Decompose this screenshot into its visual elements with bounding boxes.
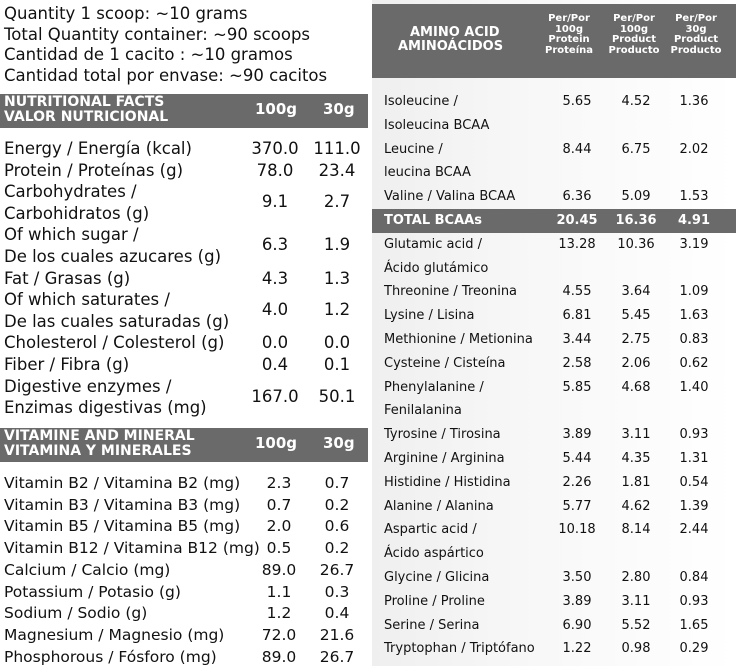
amino-value-per-30g-product: 1.40: [679, 379, 709, 395]
quantity-line: Cantidad de 1 cacito : ~10 gramos: [4, 45, 293, 64]
amino-header-col-product-100g: [608, 14, 660, 56]
vitamin-value-100g: 89.0: [261, 647, 297, 666]
amino-row: [372, 185, 736, 209]
nutrition-value-100g: 6.3: [261, 235, 289, 255]
nutrition-row: [4, 376, 372, 419]
vitamin-row: [4, 538, 372, 560]
total-bcaa-row: [372, 209, 736, 233]
amino-value-per-30g-product: 1.31: [679, 450, 709, 466]
amino-value-per-100g-protein: 3.44: [562, 331, 592, 347]
nutrition-value-30g: 0.1: [323, 354, 351, 374]
amino-name: Threonine / Treonina: [384, 284, 518, 300]
amino-name: Cysteine / Cisteína: [384, 355, 506, 371]
amino-value-per-30g-product: 1.39: [679, 498, 709, 514]
vitamins-header-line2: VITAMINA Y MINERALES: [4, 442, 192, 459]
nutrition-header-col-100g: 100g: [255, 100, 298, 118]
amino-row: [372, 637, 736, 661]
nutrition-value-30g: 1.3: [323, 268, 351, 288]
amino-name: Proline / Proline: [384, 593, 485, 609]
nutrition-value-30g: 23.4: [318, 160, 356, 180]
nutrition-row: [4, 354, 372, 376]
vitamin-value-30g: 26.7: [319, 647, 355, 666]
amino-header-col-text: 100g: [619, 23, 649, 35]
nutrition-row: [4, 224, 372, 267]
vitamin-label: Vitamin B3 / Vitamina B3 (mg): [4, 495, 241, 514]
amino-value-per-100g-product: 4.52: [621, 94, 651, 109]
amino-value-per-100g-product: 1.81: [621, 474, 651, 490]
amino-name-spanish: Fenilalanina: [384, 403, 462, 419]
nutrition-row: [4, 268, 372, 290]
amino-value-per-100g-protein: 10.18: [558, 522, 596, 538]
vitamin-value-30g: 0.4: [324, 604, 350, 623]
vitamin-value-100g: 2.3: [266, 474, 292, 492]
amino-name: Leucine /: [384, 141, 443, 157]
nutrition-label: Fat / Grasas (g): [4, 268, 131, 288]
nutrition-row: [4, 160, 372, 182]
amino-value-per-30g-product: 0.93: [679, 593, 709, 609]
amino-value-per-100g-protein: 5.44: [562, 450, 592, 466]
amino-name: Histidine / Histidina: [384, 474, 511, 490]
vitamin-label: Phosphorous / Fósforo (mg): [4, 647, 217, 666]
amino-header-col-text: Producto: [608, 44, 660, 56]
vitamin-value-100g: 2.0: [266, 517, 292, 536]
amino-header-col-product-30g: [670, 14, 722, 56]
vitamin-row: [4, 560, 372, 582]
vitamin-label: Vitamin B2 / Vitamina B2 (mg): [4, 474, 241, 492]
amino-value-per-30g-product: 1.53: [679, 189, 709, 205]
vitamin-row: [4, 625, 372, 647]
amino-row: [372, 614, 736, 638]
amino-value-per-100g-product: 5.45: [621, 308, 651, 324]
amino-value-per-30g-product: 1.65: [679, 617, 709, 633]
amino-header-col-text: Product: [673, 34, 719, 45]
amino-value-per-100g-product: 5.52: [621, 617, 651, 633]
vitamin-row: [4, 582, 372, 604]
amino-value-per-100g-product: 2.06: [621, 355, 651, 371]
amino-value-per-100g-product: 4.68: [621, 379, 651, 395]
amino-value-per-30g-product: 0.83: [679, 331, 709, 347]
vitamin-value-100g: 1.1: [266, 582, 292, 601]
amino-name: Isoleucine /: [384, 94, 458, 109]
quantity-line: Total Quantity container: ~90 scoops: [4, 24, 311, 44]
amino-row: [372, 566, 736, 590]
amino-value-per-100g-product: 4.35: [621, 450, 651, 466]
vitamins-header: [0, 428, 368, 462]
nutrition-header-line1: NUTRITIONAL FACTS: [4, 94, 165, 110]
amino-value-per-30g-product: 0.54: [679, 474, 709, 490]
amino-value-per-30g-product: 4.91: [677, 212, 711, 228]
vitamin-label: Vitamin B5 / Vitamina B5 (mg): [4, 517, 241, 536]
amino-value-per-100g-protein: 6.81: [562, 308, 592, 324]
nutrition-label: Protein / Proteínas (g): [4, 160, 184, 180]
nutrition-label: Cholesterol / Colesterol (g): [4, 333, 225, 353]
vitamin-value-100g: 0.5: [266, 539, 292, 558]
amino-value-per-100g-product: 2.75: [621, 331, 651, 347]
nutrition-label: Digestive enzymes /: [4, 376, 172, 396]
vitamin-row: [4, 495, 372, 517]
vitamin-label: Vitamin B12 / Vitamina B12 (mg): [4, 539, 260, 558]
amino-name: Alanine / Alanina: [384, 498, 494, 514]
amino-row: [372, 328, 736, 352]
amino-value-per-100g-protein: 6.90: [562, 617, 592, 633]
nutrition-label: Of which sugar /: [4, 225, 139, 245]
amino-value-per-30g-product: 2.02: [679, 141, 709, 157]
amino-value-per-100g-protein: 3.50: [562, 569, 592, 585]
nutrition-value-100g: 78.0: [256, 160, 294, 180]
amino-name: Valine / Valina BCAA: [384, 189, 516, 205]
amino-value-per-100g-protein: 13.28: [558, 236, 596, 252]
amino-value-per-100g-protein: 5.77: [562, 498, 592, 514]
vitamin-value-100g: 0.7: [266, 495, 292, 514]
amino-name: Serine / Serina: [384, 617, 480, 633]
amino-value-per-100g-protein: 3.89: [562, 427, 592, 443]
amino-row: [372, 518, 736, 566]
amino-value-per-100g-protein: 1.22: [562, 641, 592, 657]
amino-value-per-100g-protein: 8.44: [562, 141, 592, 157]
amino-header-col-text: Proteína: [545, 44, 593, 56]
amino-header-title: [398, 26, 503, 54]
vitamin-value-30g: 0.7: [324, 474, 350, 492]
nutrition-value-100g: 167.0: [251, 386, 299, 406]
amino-name-spanish: Isoleucina BCAA: [384, 117, 490, 133]
amino-name-spanish: leucina BCAA: [384, 165, 471, 181]
nutrition-value-100g: 4.3: [261, 268, 289, 288]
amino-header-col-text: Protein: [548, 34, 590, 45]
amino-name: Glutamic acid /: [384, 236, 483, 252]
vitamin-value-30g: 0.2: [324, 539, 350, 558]
amino-header-col-text: 100g: [554, 23, 584, 35]
nutrition-value-30g: 2.7: [323, 192, 351, 212]
nutrition-row: [4, 332, 372, 354]
nutrition-value-100g: 0.4: [261, 354, 289, 374]
amino-value-per-30g-product: 2.44: [679, 522, 709, 538]
vitamin-value-100g: 72.0: [261, 625, 297, 644]
amino-row: [372, 447, 736, 471]
amino-name: TOTAL BCAAs: [384, 212, 482, 228]
nutrition-value-30g: 0.0: [323, 333, 351, 353]
amino-value-per-100g-product: 3.11: [621, 593, 651, 609]
amino-value-per-30g-product: 0.62: [679, 355, 709, 371]
amino-row: [372, 138, 736, 186]
vitamin-label: Sodium / Sodio (g): [4, 604, 148, 623]
amino-value-per-30g-product: 1.09: [679, 284, 709, 300]
nutrition-label-spanish: De los cuales azucares (g): [4, 246, 222, 266]
nutrition-header-line2: VALOR NUTRICIONAL: [4, 108, 169, 125]
vitamin-value-30g: 0.3: [324, 582, 350, 601]
amino-value-per-100g-product: 6.75: [621, 141, 651, 157]
nutrition-label-spanish: Enzimas digestivas (mg): [4, 398, 207, 418]
nutrition-header-col-30g: 30g: [323, 100, 355, 118]
amino-row: [372, 352, 736, 376]
nutrition-value-100g: 0.0: [261, 333, 289, 353]
nutrition-row: [4, 138, 372, 160]
vitamin-value-30g: 26.7: [319, 560, 355, 579]
nutrition-row: [4, 181, 372, 224]
quantity-line: Cantidad total por envase: ~90 cacitos: [4, 65, 328, 85]
nutrition-label: Fiber / Fibra (g): [4, 354, 130, 374]
amino-header: [372, 4, 736, 78]
amino-header-col-text: Per/Por: [613, 13, 655, 24]
amino-value-per-100g-protein: 2.26: [562, 474, 592, 490]
vitamins-table: [4, 473, 372, 668]
vitamin-value-100g: 89.0: [261, 560, 297, 579]
amino-value-per-100g-product: 0.98: [621, 641, 651, 657]
amino-row: [372, 233, 736, 281]
nutrition-value-100g: 9.1: [261, 192, 289, 212]
amino-value-per-100g-product: 3.11: [621, 427, 651, 443]
vitamin-value-30g: 21.6: [319, 625, 355, 644]
nutrition-label: Energy / Energía (kcal): [4, 139, 192, 158]
nutrition-value-30g: 50.1: [318, 386, 356, 406]
amino-header-col-text: Product: [611, 34, 657, 45]
amino-header-col-text: Producto: [670, 44, 722, 56]
amino-name-spanish: Ácido aspártico: [384, 546, 484, 562]
nutrition-header: [0, 94, 368, 128]
vitamins-header-line1: VITAMINE AND MINERAL: [4, 428, 195, 444]
vitamin-label: Potassium / Potasio (g): [4, 582, 181, 601]
amino-header-line1: AMINO ACID: [410, 25, 500, 40]
amino-name: Lysine / Lisina: [384, 308, 475, 324]
vitamin-value-30g: 0.2: [324, 495, 350, 514]
vitamins-header-title: [4, 429, 195, 458]
amino-row: [372, 471, 736, 495]
quantity-info: [4, 4, 372, 86]
amino-name: Tyrosine / Tirosina: [384, 427, 501, 443]
amino-name: Arginine / Arginina: [384, 450, 505, 466]
vitamin-row: [4, 647, 372, 668]
vitamin-value-100g: 1.2: [266, 604, 292, 623]
amino-value-per-100g-product: 3.64: [621, 284, 651, 300]
amino-value-per-100g-product: 2.80: [621, 569, 651, 585]
amino-value-per-30g-product: 1.36: [679, 94, 709, 109]
amino-name-spanish: Ácido glutámico: [384, 260, 489, 276]
amino-value-per-100g-protein: 5.85: [562, 379, 592, 395]
nutrition-label-spanish: Carbohidratos (g): [4, 203, 150, 223]
nutrition-row: [4, 289, 372, 332]
vitamin-value-30g: 0.6: [324, 517, 350, 536]
amino-name: Glycine / Glicina: [384, 569, 490, 585]
amino-value-per-100g-protein: 6.36: [562, 189, 592, 205]
nutrition-table: [4, 138, 372, 419]
amino-value-per-100g-product: 10.36: [617, 236, 655, 252]
vitamin-label: Calcium / Calcio (mg): [4, 560, 171, 579]
vitamins-header-col-30g: 30g: [323, 434, 355, 452]
amino-value-per-100g-product: 16.36: [615, 212, 657, 228]
amino-value-per-100g-protein: 5.65: [562, 94, 592, 109]
amino-value-per-100g-protein: 2.58: [562, 355, 592, 371]
amino-value-per-100g-protein: 4.55: [562, 284, 592, 300]
amino-row: [372, 590, 736, 614]
nutrition-label-spanish: De las cuales saturadas (g): [4, 311, 230, 331]
amino-row: [372, 423, 736, 447]
amino-name: Tryptophan / Triptófano: [384, 641, 535, 657]
nutrition-label: Carbohydrates /: [4, 182, 137, 202]
amino-row: [372, 280, 736, 304]
nutrition-header-title: [4, 95, 168, 124]
amino-name: Aspartic acid /: [384, 522, 477, 538]
amino-value-per-30g-product: 0.84: [679, 569, 709, 585]
nutrition-value-100g: 4.0: [261, 300, 289, 320]
amino-name: Methionine / Metionina: [384, 331, 533, 347]
amino-name: Phenylalanine /: [384, 379, 484, 395]
nutrition-value-30g: 1.9: [323, 235, 351, 255]
vitamin-row: [4, 603, 372, 625]
amino-value-per-100g-protein: 3.89: [562, 593, 592, 609]
amino-header-col-text: 30g: [685, 23, 707, 35]
nutrition-value-30g: 1.2: [323, 300, 351, 320]
amino-value-per-100g-protein: 20.45: [556, 212, 598, 228]
amino-value-per-100g-product: 8.14: [621, 522, 651, 538]
amino-table: [372, 90, 736, 661]
amino-value-per-100g-product: 5.09: [621, 189, 651, 205]
amino-value-per-30g-product: 0.93: [679, 427, 709, 443]
nutrition-value-30g: 111.0: [313, 139, 361, 158]
nutrition-label: Of which saturates /: [4, 290, 170, 310]
vitamin-row: [4, 516, 372, 538]
amino-header-col-text: Per/Por: [548, 13, 590, 24]
amino-value-per-30g-product: 1.63: [679, 308, 709, 324]
amino-value-per-100g-product: 4.62: [621, 498, 651, 514]
amino-row: [372, 376, 736, 424]
amino-header-col-text: Per/Por: [675, 13, 717, 24]
amino-value-per-30g-product: 3.19: [679, 236, 709, 252]
quantity-line: Quantity 1 scoop: ~10 grams: [4, 4, 248, 23]
vitamin-label: Magnesium / Magnesio (mg): [4, 625, 225, 644]
nutrition-value-100g: 370.0: [251, 139, 299, 158]
amino-value-per-30g-product: 0.29: [679, 641, 709, 657]
amino-row: [372, 304, 736, 328]
amino-row: [372, 495, 736, 519]
amino-header-line2: AMINOÁCIDOS: [398, 39, 504, 54]
vitamin-row: [4, 473, 372, 495]
vitamins-header-col-100g: 100g: [255, 434, 298, 452]
amino-header-col-protein: [543, 14, 595, 56]
amino-row: [372, 90, 736, 138]
